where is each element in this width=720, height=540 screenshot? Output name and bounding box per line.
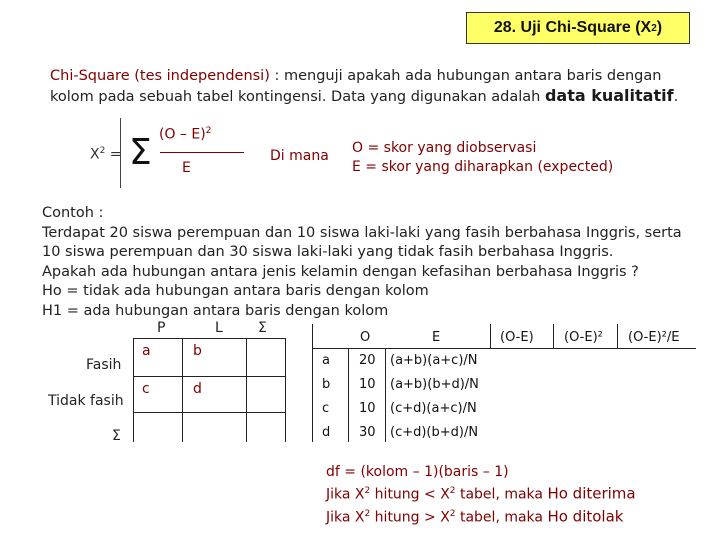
rule-sup: 2 [364, 508, 371, 519]
cell-b: b [193, 343, 202, 359]
title-main: 28. Uji Chi-Square (X [493, 19, 652, 36]
rule-text: tabel, maka [455, 509, 548, 526]
rule-accept [326, 482, 636, 505]
table-divider [133, 338, 285, 339]
example-line: H1 = ada hubungan antara baris dengan kolom [42, 302, 389, 319]
table-divider [133, 412, 285, 413]
row-label: c [322, 401, 330, 416]
definition-e: E = skor yang diharapkan (expected) [352, 159, 614, 175]
table-divider [617, 324, 618, 348]
table-divider [348, 348, 349, 442]
example-line: 10 siswa perempuan dan 30 siswa laki-laki yang tidak fasih berbahasa Inggris. [42, 244, 614, 261]
table-divider [285, 338, 286, 442]
rule-reject [326, 505, 636, 528]
header-o-minus-e: (O-E) [500, 330, 534, 345]
table-divider [312, 348, 696, 349]
where-label: Di mana [270, 148, 329, 164]
fraction-line [160, 152, 244, 153]
row-header-tidak-fasih: Tidak fasih [48, 393, 124, 409]
chi-square-formula [80, 112, 280, 188]
table-divider [246, 338, 247, 442]
formula-lhs [90, 146, 122, 163]
rule-text: tabel, maka [455, 486, 548, 503]
table-divider [490, 324, 491, 348]
formula-numerator [159, 126, 211, 143]
sigma-symbol: Σ [129, 132, 152, 173]
example-line: Contoh : [42, 205, 104, 221]
title-end: ) [656, 19, 663, 36]
row-header-sum: Σ [112, 428, 121, 444]
observed-value: 10 [359, 377, 376, 392]
df-formula: df = (kolom – 1)(baris – 1) [326, 464, 509, 480]
table-divider [182, 338, 183, 442]
expected-formula: (c+d)(b+d)/N [390, 425, 479, 440]
row-label: a [322, 353, 330, 368]
row-label: b [322, 377, 331, 392]
definition-o: O = skor yang diobservasi [352, 140, 537, 156]
table-divider [133, 376, 285, 377]
table-divider [312, 324, 313, 442]
observed-value: 10 [359, 401, 376, 416]
rule-verdict: Ho ditolak [547, 507, 624, 526]
cell-d: d [193, 381, 202, 397]
rule-sup: 2 [449, 486, 456, 496]
col-header-p: P [157, 320, 166, 336]
table-divider [553, 324, 554, 348]
cell-c: c [142, 381, 150, 397]
example-line: Terdapat 20 siswa perempuan dan 10 siswa laki-laki yang fasih berbahasa Inggris, serta [42, 224, 682, 241]
rule-text: Jika X [326, 509, 365, 526]
table-divider [133, 338, 134, 442]
rule-verdict: Ho diterima [547, 484, 636, 503]
observed-value: 30 [359, 425, 376, 440]
formula-lhs-sup: 2 [99, 146, 106, 156]
header-e: E [432, 330, 441, 345]
rule-text: hitung > X [370, 509, 450, 526]
example-text [42, 204, 702, 322]
row-header-fasih: Fasih [86, 357, 122, 373]
formula-lhs-eq: = [105, 146, 122, 163]
rule-text: Jika X [326, 486, 365, 503]
formula-denominator: E [182, 160, 191, 176]
expected-formula: (a+b)(a+c)/N [390, 353, 478, 368]
header-chi-term: (O-E)²/E [628, 330, 680, 345]
title-sup: 2 [651, 22, 657, 34]
slide-title [466, 12, 690, 44]
formula-num-base: (O – E) [159, 126, 206, 143]
col-header-sum: Σ [258, 320, 267, 336]
intro-rest: : menguji apakah ada hubungan antara baris dengan kolom pada sebuah tabel kontingensi. Data yang digunakan adalah [50, 68, 662, 105]
observed-value: 20 [359, 353, 376, 368]
intro-end: . [673, 89, 679, 105]
header-o: O [360, 330, 371, 345]
expected-formula: (c+d)(a+c)/N [390, 401, 477, 416]
formula-num-sup: 2 [205, 126, 212, 136]
col-header-l: L [215, 320, 223, 336]
intro-paragraph [50, 66, 700, 107]
decision-rules [326, 463, 636, 527]
example-line: Ho = tidak ada hubungan antara baris dengan kolom [42, 283, 429, 300]
expected-formula: (a+b)(b+d)/N [390, 377, 479, 392]
definitions [352, 139, 613, 177]
rule-text: hitung < X [370, 486, 450, 503]
example-line: Apakah ada hubungan antara jenis kelamin dengan kefasihan berbahasa Inggris ? [42, 263, 639, 280]
rule-sup: 2 [364, 486, 371, 496]
intro-term: Chi-Square (tes independensi) [50, 68, 270, 84]
row-label: d [322, 425, 331, 440]
rule-sup: 2 [449, 508, 456, 519]
header-o-minus-e-sq: (O-E)² [564, 330, 603, 345]
intro-key: data kualitatif [544, 86, 674, 105]
formula-lhs-base: X [90, 146, 100, 163]
table-divider [385, 348, 386, 442]
cell-a: a [142, 343, 151, 359]
